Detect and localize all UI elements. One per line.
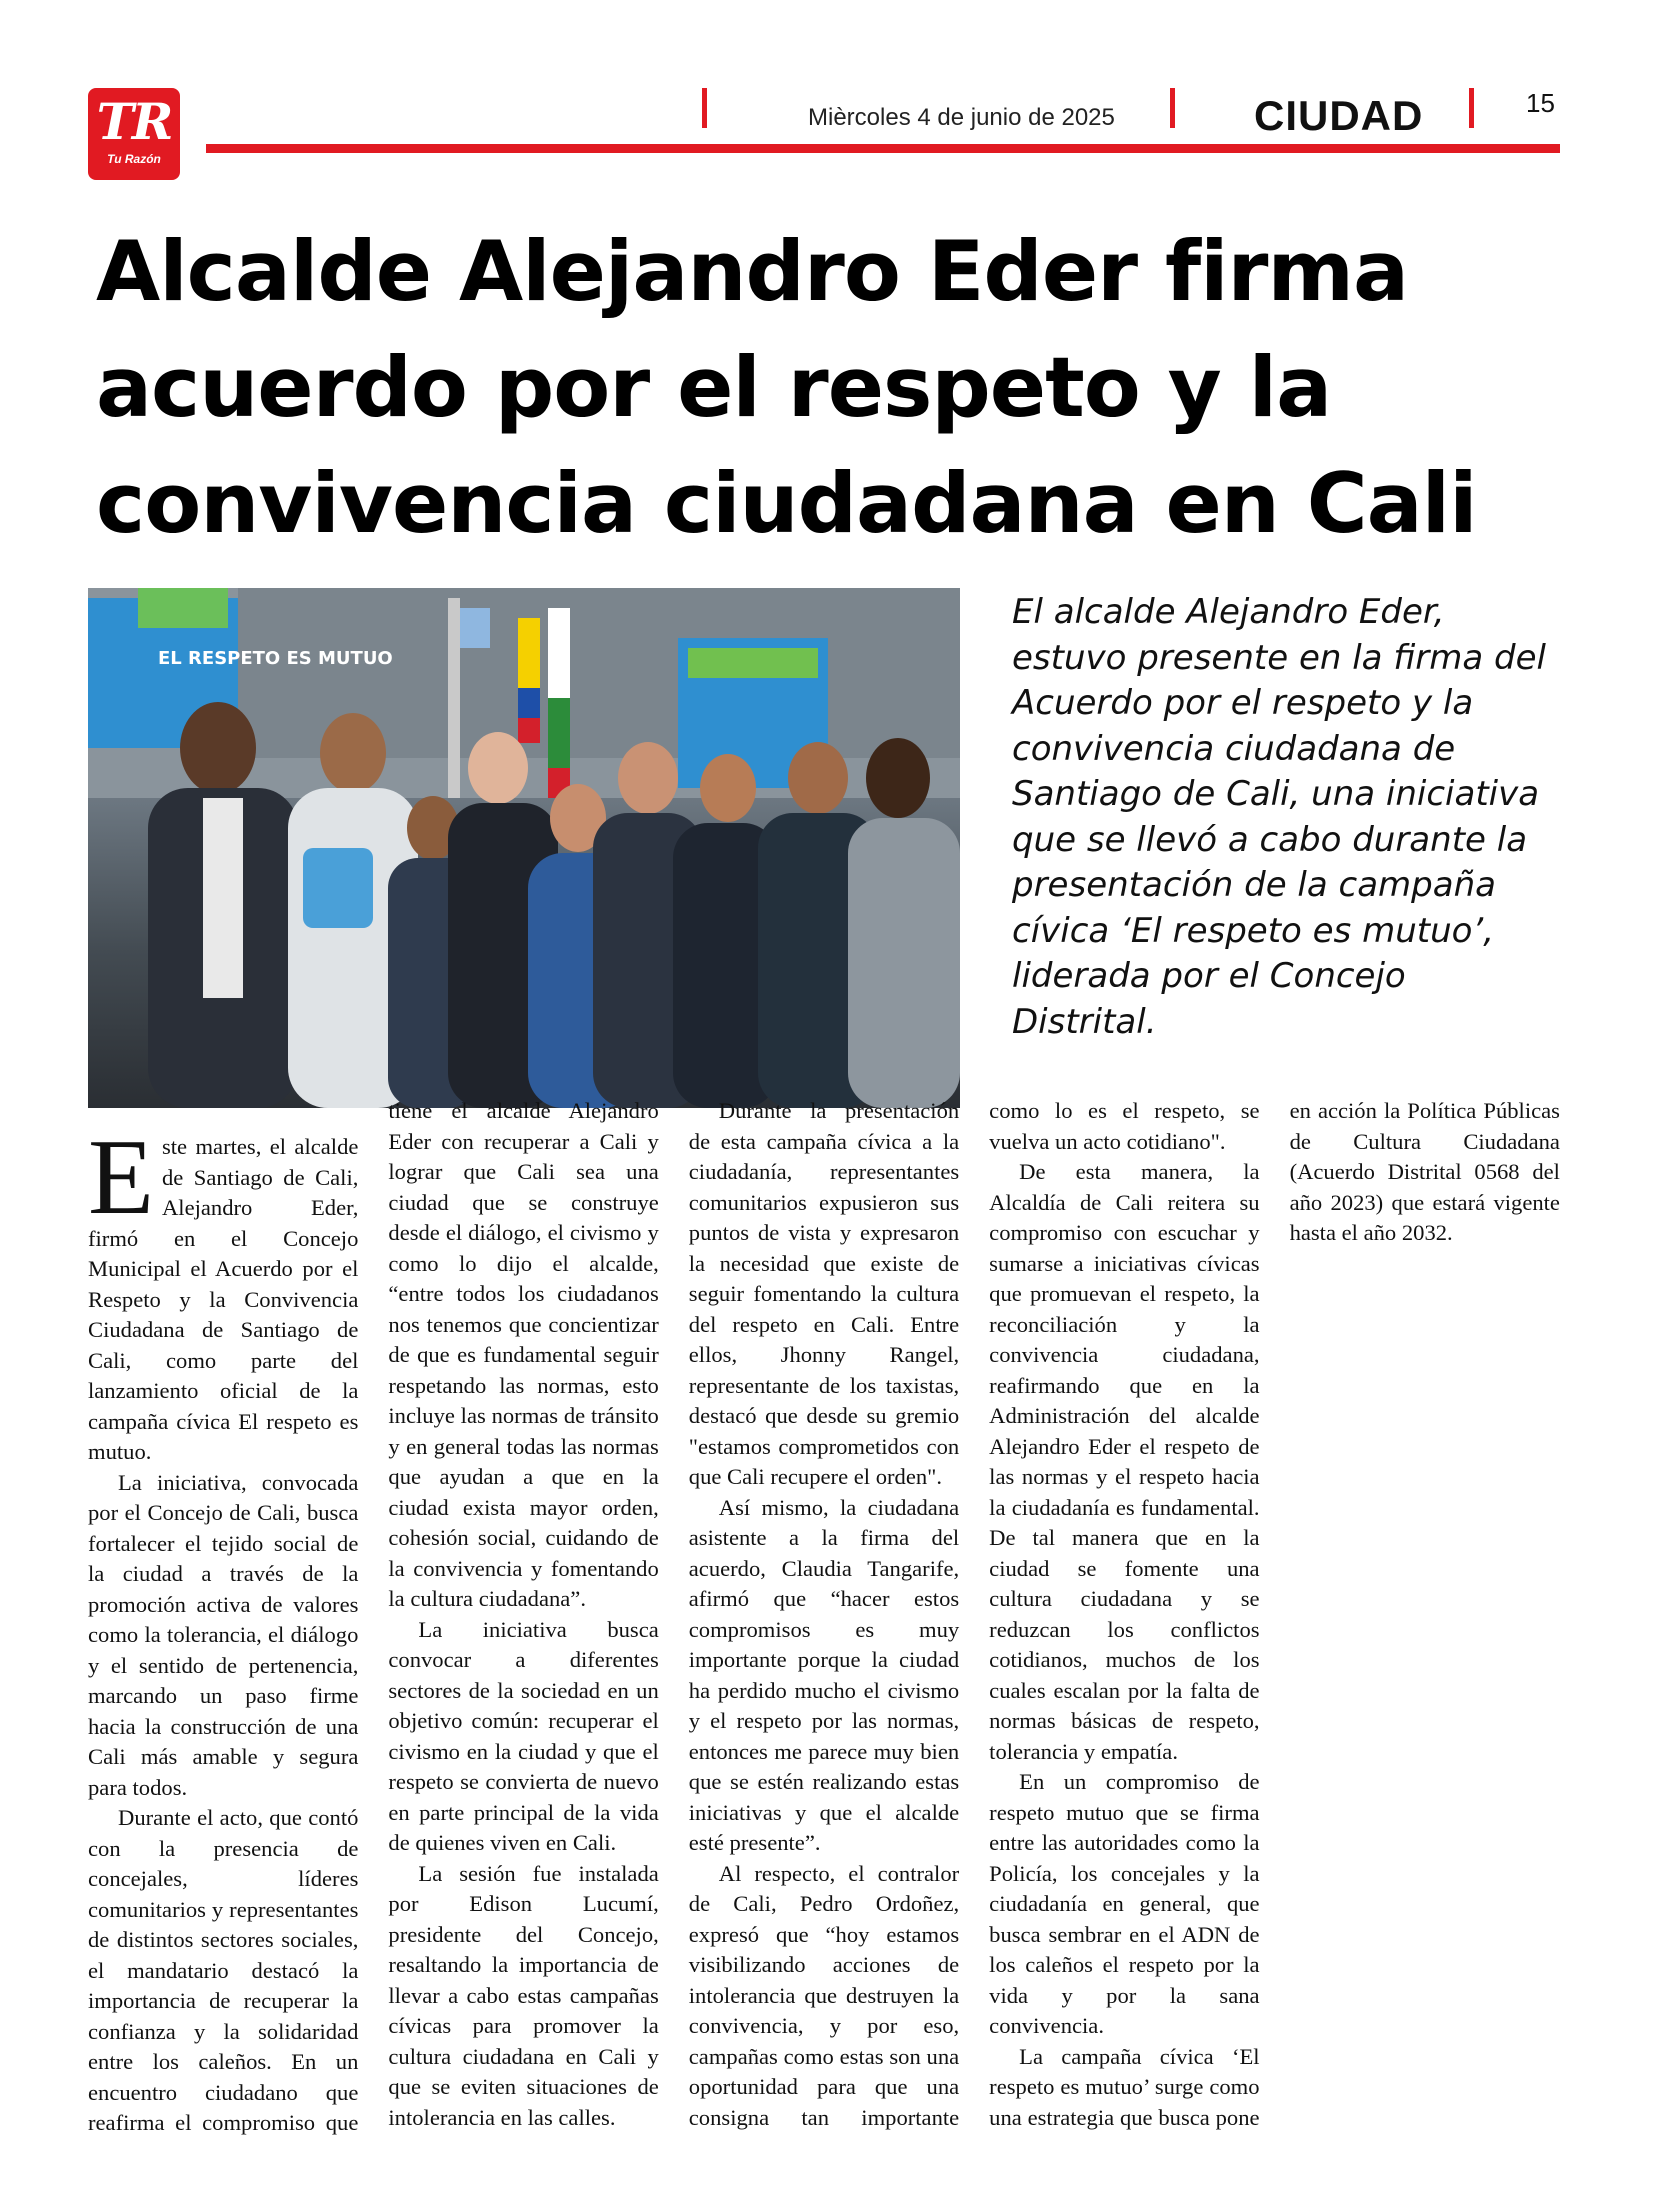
group-photo-illustration xyxy=(88,588,960,1108)
article-paragraph: La iniciativa busca convocar a diferentes sectores de la sociedad en un objetivo común: recuperar el civismo en la ciudad y que el respeto se convierta de nuevo en parte principal de la vida de quienes viven en Cali. xyxy=(388,1616,659,1855)
page-number: 15 xyxy=(1526,88,1555,118)
article-paragraph: De esta manera, la Alcaldía de Cali reitera su compromiso con escuchar y sumarse a iniciativas cívicas que promuevan el respeto, la reconciliación y la convivencia ciudadana, reafirmando que en la Administración del alcalde Alejandro Eder el respeto de las normas y el respeto hacia la ciudadanía es fundamental. De tal manera que en la ciudad se fomente una cultura ciudadana y se reduzcan los conflictos cotidianos, muchos de los cuales escalan por la falta de normas básicas de respeto, tolerancia y empatía. xyxy=(989,1159,1260,1764)
article-paragraph: Al respecto, el contralor de Cali, Pedro Ordoñez, expresó que “hoy estamos visibilizando acciones de intolerancia que destruyen la convivencia, y por eso, campañas como estas son una oportunidad para que una consigna tan importante como lo es el respeto, se vuelva un acto cotidiano". xyxy=(688,1098,1260,2130)
section-name: CIUDAD xyxy=(1254,92,1424,139)
article-paragraph: La sesión fue instalada por Edison Lucumí, presidente del Concejo, resaltando la importancia de llevar a cabo estas campañas cívicas para promover la cultura ciudadana en Cali y que se eviten situaciones de intolerancia en las calles. xyxy=(388,1860,659,2130)
article-paragraph: La campaña cívica ‘El respeto es mutuo’ surge como una estrategia que busca pone en acción la Política Públicas de Cultura Ciudadana (Acuerdo Distrital 0568 del año 2023) que estará vigente hasta el año 2032. xyxy=(989,1098,1560,2130)
paragraph-text: ste martes, el alcalde de Santiago de Cali, Alejandro Eder, firmó en el Concejo Municipal el Acuerdo por el Respeto y la Convivencia Ciudadana de Santiago de Cali, como parte del lanzamiento oficial de la campaña cívica El respeto es mutuo. xyxy=(88,1134,359,1464)
header-divider xyxy=(1469,88,1474,128)
article-paragraph: En un compromiso de respeto mutuo que se firma entre las autoridades como la Policía, los concejales y la ciudadanía en general, que busca sembrar en el ADN de los caleños el respeto por la vida y por la sana convivencia. xyxy=(989,1769,1260,2038)
article-body xyxy=(88,1096,1560,2160)
logo-tagline: Tu Razón xyxy=(107,152,161,166)
brand-logo xyxy=(88,88,180,180)
drop-cap: E xyxy=(88,1118,154,1237)
article-lead: El alcalde Alejandro Eder, estuvo presente en la firma del Acuerdo por el respeto y la convivencia ciudadana de Santiago de Cali, una iniciativa que se llevó a cabo durante la presentación de la campaña cívica ‘El respeto es mutuo’, liderada por el Concejo Distrital. xyxy=(1012,592,1546,1042)
article-paragraph: Así mismo, la ciudadana asistente a la firma del acuerdo, Claudia Tangarife, afirmó que “hacer estos compromisos es muy importante porque la ciudad ha perdido mucho el civismo y el respeto por las normas, entonces me parece muy bien que se estén realizando estas iniciativas y que el alcalde esté presente”. xyxy=(688,1494,960,1855)
header-divider xyxy=(1170,88,1175,128)
article-paragraph: La iniciativa, convocada por el Concejo de Cali, busca fortalecer el tejido social de la ciudad a través de la promoción activa de valores como la tolerancia, el diálogo y el sentido de pertenencia, marcando un paso firme hacia la construcción de una Cali más amable y segura para todos. xyxy=(88,1469,359,1800)
issue-date: Mièrcoles 4 de junio de 2025 xyxy=(808,104,1115,131)
header-rule xyxy=(206,144,1560,153)
article-photo xyxy=(88,588,960,1108)
article-paragraph xyxy=(88,1118,359,1468)
article-paragraph: Durante la presentación de esta campaña cívica a la ciudadanía, representantes comunitarios expusieron sus puntos de vista y expresaron la necesidad que existe de seguir fomentando la cultura del respeto en Cali. Entre ellos, Jhonny Rangel, representante de los taxistas, destacó que desde su gremio "estamos comprometidos con que Cali recupere el orden". xyxy=(688,1098,960,1489)
logo-monogram: TR xyxy=(96,92,172,151)
article-paragraph: Durante el acto, que contó con la presencia de concejales, líderes comunitarios y representantes de distintos sectores sociales, el mandatario destacó la importancia de recuperar la confianza y la solidaridad entre los caleños. En un encuentro ciudadano que reafirma el compromiso que tiene el alcalde Alejandro Eder con recuperar a Cali y lograr que Cali sea una ciudad que se construye desde el diálogo, el civismo y como lo dijo el alcalde, “entre todos los ciudadanos nos tenemos que concientizar de que es fundamental seguir respetando las normas, esto incluye las normas de tránsito y en general todas las normas que ayudan a que en la ciudad exista mayor orden, cohesión social, cuidando de la convivencia y fomentando la cultura ciudadana”. xyxy=(88,1098,659,2135)
article-headline: Alcalde Alejandro Eder firma acuerdo por el respeto y la convivencia ciudadana en Cali xyxy=(96,223,1477,552)
header-divider xyxy=(702,88,707,128)
banner-text: EL RESPETO ES MUTUO xyxy=(158,648,393,669)
